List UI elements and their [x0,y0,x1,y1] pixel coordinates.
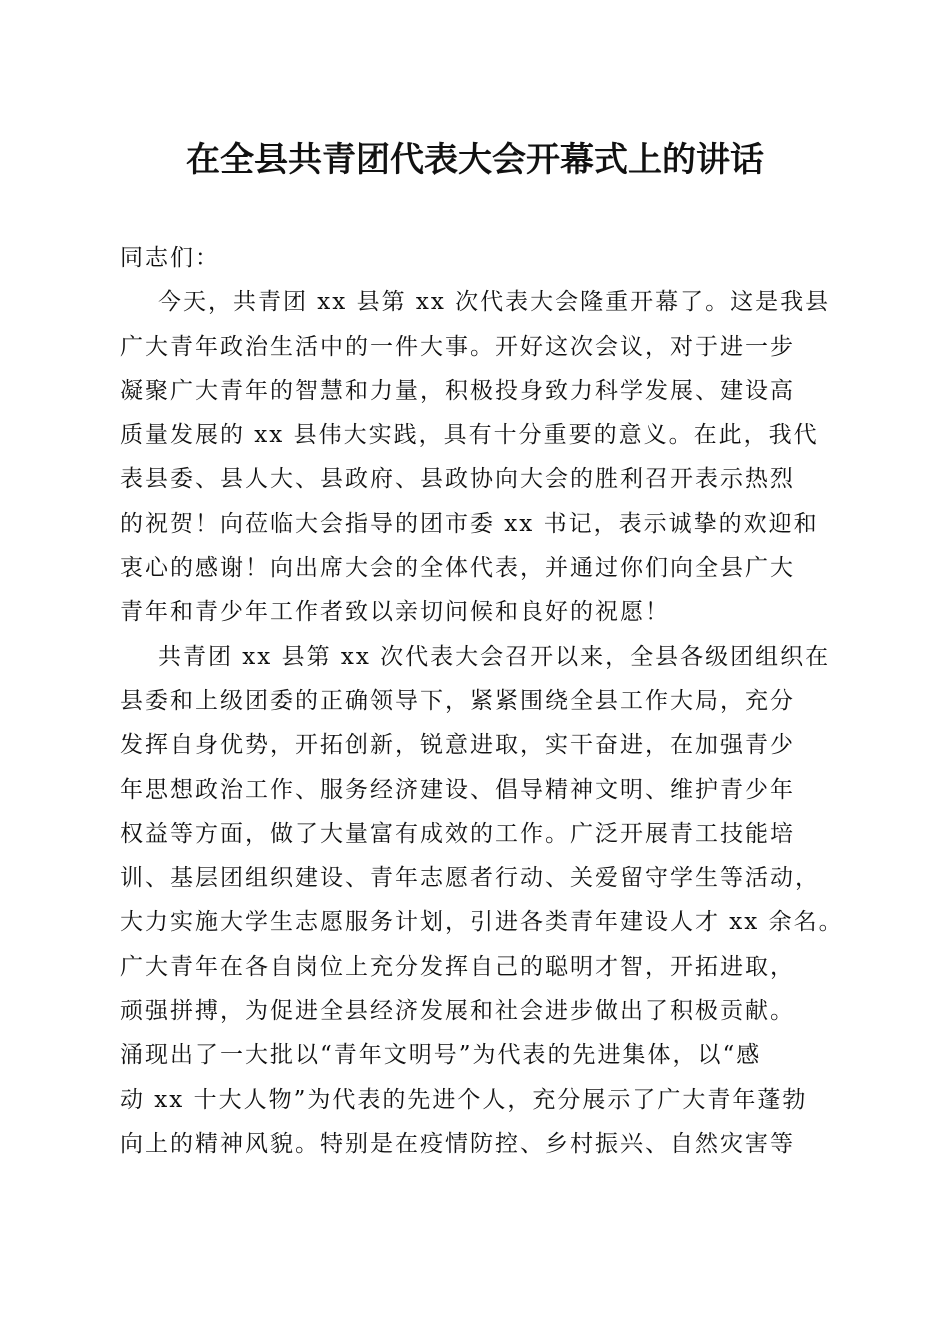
paragraph-line: 凝聚广大青年的智慧和力量，积极投身致力科学发展、建设高 [120,377,795,404]
paragraph-line: 共青团 xx 县第 xx 次代表大会召开以来，全县各级团组织在 [158,643,831,670]
paragraph-line: 顽强拼搏，为促进全县经济发展和社会进步做出了积极贡献。 [120,998,795,1025]
salutation: 同志们： [120,245,220,271]
paragraph-line: 权益等方面，做了大量富有成效的工作。广泛开展青工技能培 [120,820,795,847]
paragraph-line: 向上的精神风貌。特别是在疫情防控、乡村振兴、自然灾害等 [120,1130,795,1157]
paragraph-line: 年思想政治工作、服务经济建设、倡导精神文明、维护青少年 [120,776,795,803]
paragraph-line: 发挥自身优势，开拓创新，锐意进取，实干奋进，在加强青少 [120,732,795,759]
paragraph-line: 涌现出了一大批以“青年文明号”为代表的先进集体，以“感 [120,1042,762,1069]
paragraph-line: 青年和青少年工作者致以亲切问候和良好的祝愿！ [120,599,670,626]
paragraph-line: 广大青年政治生活中的一件大事。开好这次会议，对于进一步 [120,333,795,360]
paragraph-line: 训、基层团组织建设、青年志愿者行动、关爱留守学生等活动， [120,865,820,892]
paragraph-line: 今天，共青团 xx 县第 xx 次代表大会隆重开幕了。这是我县 [158,289,831,316]
paragraph-line: 质量发展的 xx 县伟大实践，具有十分重要的意义。在此，我代 [120,422,819,449]
paragraph-line: 表县委、县人大、县政府、县政协向大会的胜利召开表示热烈 [120,466,795,493]
document-title: 在全县共青团代表大会开幕式上的讲话 [186,140,764,180]
paragraph-line: 县委和上级团委的正确领导下，紧紧围绕全县工作大局，充分 [120,687,795,714]
paragraph-line: 衷心的感谢！向出席大会的全体代表，并通过你们向全县广大 [120,555,795,582]
paragraph-line: 广大青年在各自岗位上充分发挥自己的聪明才智，开拓进取， [120,953,795,980]
paragraph-line: 大力实施大学生志愿服务计划，引进各类青年建设人才 xx 余名。 [120,909,844,936]
paragraph-1 [120,280,830,634]
paragraph-line: 动 xx 十大人物”为代表的先进个人，充分展示了广大青年蓬勃 [120,1086,808,1113]
paragraph-2 [120,635,844,1167]
paragraph-line: 的祝贺！向莅临大会指导的团市委 xx 书记，表示诚挚的欢迎和 [120,510,819,537]
document-body [120,236,844,1166]
